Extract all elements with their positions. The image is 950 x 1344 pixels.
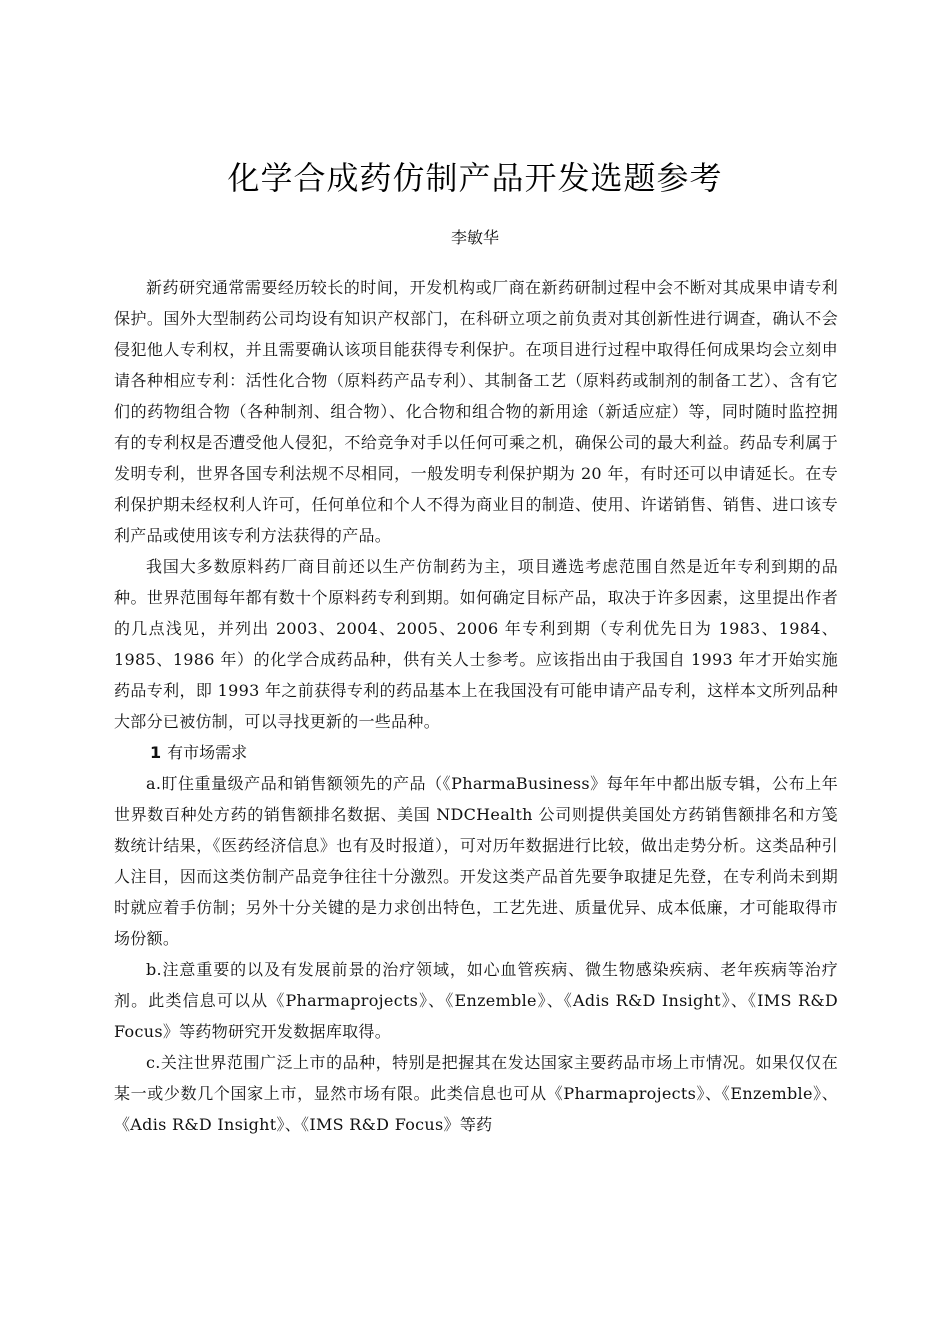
- section-1-paragraph-a: a.盯住重量级产品和销售额领先的产品（《PharmaBusiness》每年年中都出版专辑，公布上年世界数百种处方药的销售额排名数据、美国 NDCHealth 公司则提供美国处方药销售额排名和方笺数统计结果，《医药经济信息》也有及时报道），可对历年数据进行比较，做出走势分析。这类品种引人注目，因而这类仿制产品竞争往往十分激烈。开发这类产品首先要争取捷足先登，在专利尚未到期时就应着手仿制；另外十分关键的是力求创出特色，工艺先进、质量优异、成本低廉，才可能取得市场份额。: [114, 774, 838, 948]
- section-1-number: 1: [150, 743, 162, 762]
- document-title: 化学合成药仿制产品开发选题参考: [227, 159, 723, 197]
- section-1-paragraph-b: b.注意重要的以及有发展前景的治疗领域，如心血管疾病、微生物感染疾病、老年疾病等治疗剂。此类信息可以从《Pharmaprojects》、《Enzemble》、《Adis R&D Insight》、《IMS R&D Focus》等药物研究开发数据库取得。: [114, 960, 838, 1041]
- document-author: 李敏华: [450, 228, 499, 247]
- section-1-paragraph-c: c.关注世界范围广泛上市的品种，特别是把握其在发达国家主要药品市场上市情况。如果仅仅在某一或少数几个国家上市，显然市场有限。此类信息也可从《Pharmaprojects》、《Enzemble》、《Adis R&D Insight》、《IMS R&D Focus》等药: [114, 1053, 838, 1134]
- section-1-title: 有市场需求: [167, 743, 248, 762]
- intro-paragraph-1: 新药研究通常需要经历较长的时间，开发机构或厂商在新药研制过程中会不断对其成果申请专利保护。国外大型制药公司均设有知识产权部门，在科研立项之前负责对其创新性进行调查，确认不会侵犯他人专利权，并且需要确认该项目能获得专利保护。在项目进行过程中取得任何成果均会立刻申请各种相应专利：活性化合物（原料药产品专利）、其制备工艺（原料药或制剂的制备工艺）、含有它们的药物组合物（各种制剂、组合物）、化合物和组合物的新用途（新适应症）等，同时随时监控拥有的专利权是否遭受他人侵犯，不给竞争对手以任何可乘之机，确保公司的最大利益。药品专利属于发明专利，世界各国专利法规不尽相同，一般发明专利保护期为 20 年，有时还可以申请延长。在专利保护期未经权利人许可，任何单位和个人不得为商业目的制造、使用、许诺销售、销售、进口该专利产品或使用该专利方法获得的产品。: [114, 278, 838, 545]
- document-body: [114, 272, 838, 1140]
- intro-paragraph-2: 我国大多数原料药厂商目前还以生产仿制药为主，项目遴选考虑范围自然是近年专利到期的品种。世界范围每年都有数十个原料药专利到期。如何确定目标产品，取决于许多因素，这里提出作者的几点浅见，并列出 2003、2004、2005、2006 年专利到期（专利优先日为 1983、1984、1985、1986 年）的化学合成药品种，供有关人士参考。应该指出由于我国自 1993 年才开始实施药品专利，即 1993 年之前获得专利的药品基本上在我国没有可能申请产品专利，这样本文所列品种大部分已被仿制，可以寻找更新的一些品种。: [114, 557, 838, 731]
- section-1-heading: [114, 737, 838, 768]
